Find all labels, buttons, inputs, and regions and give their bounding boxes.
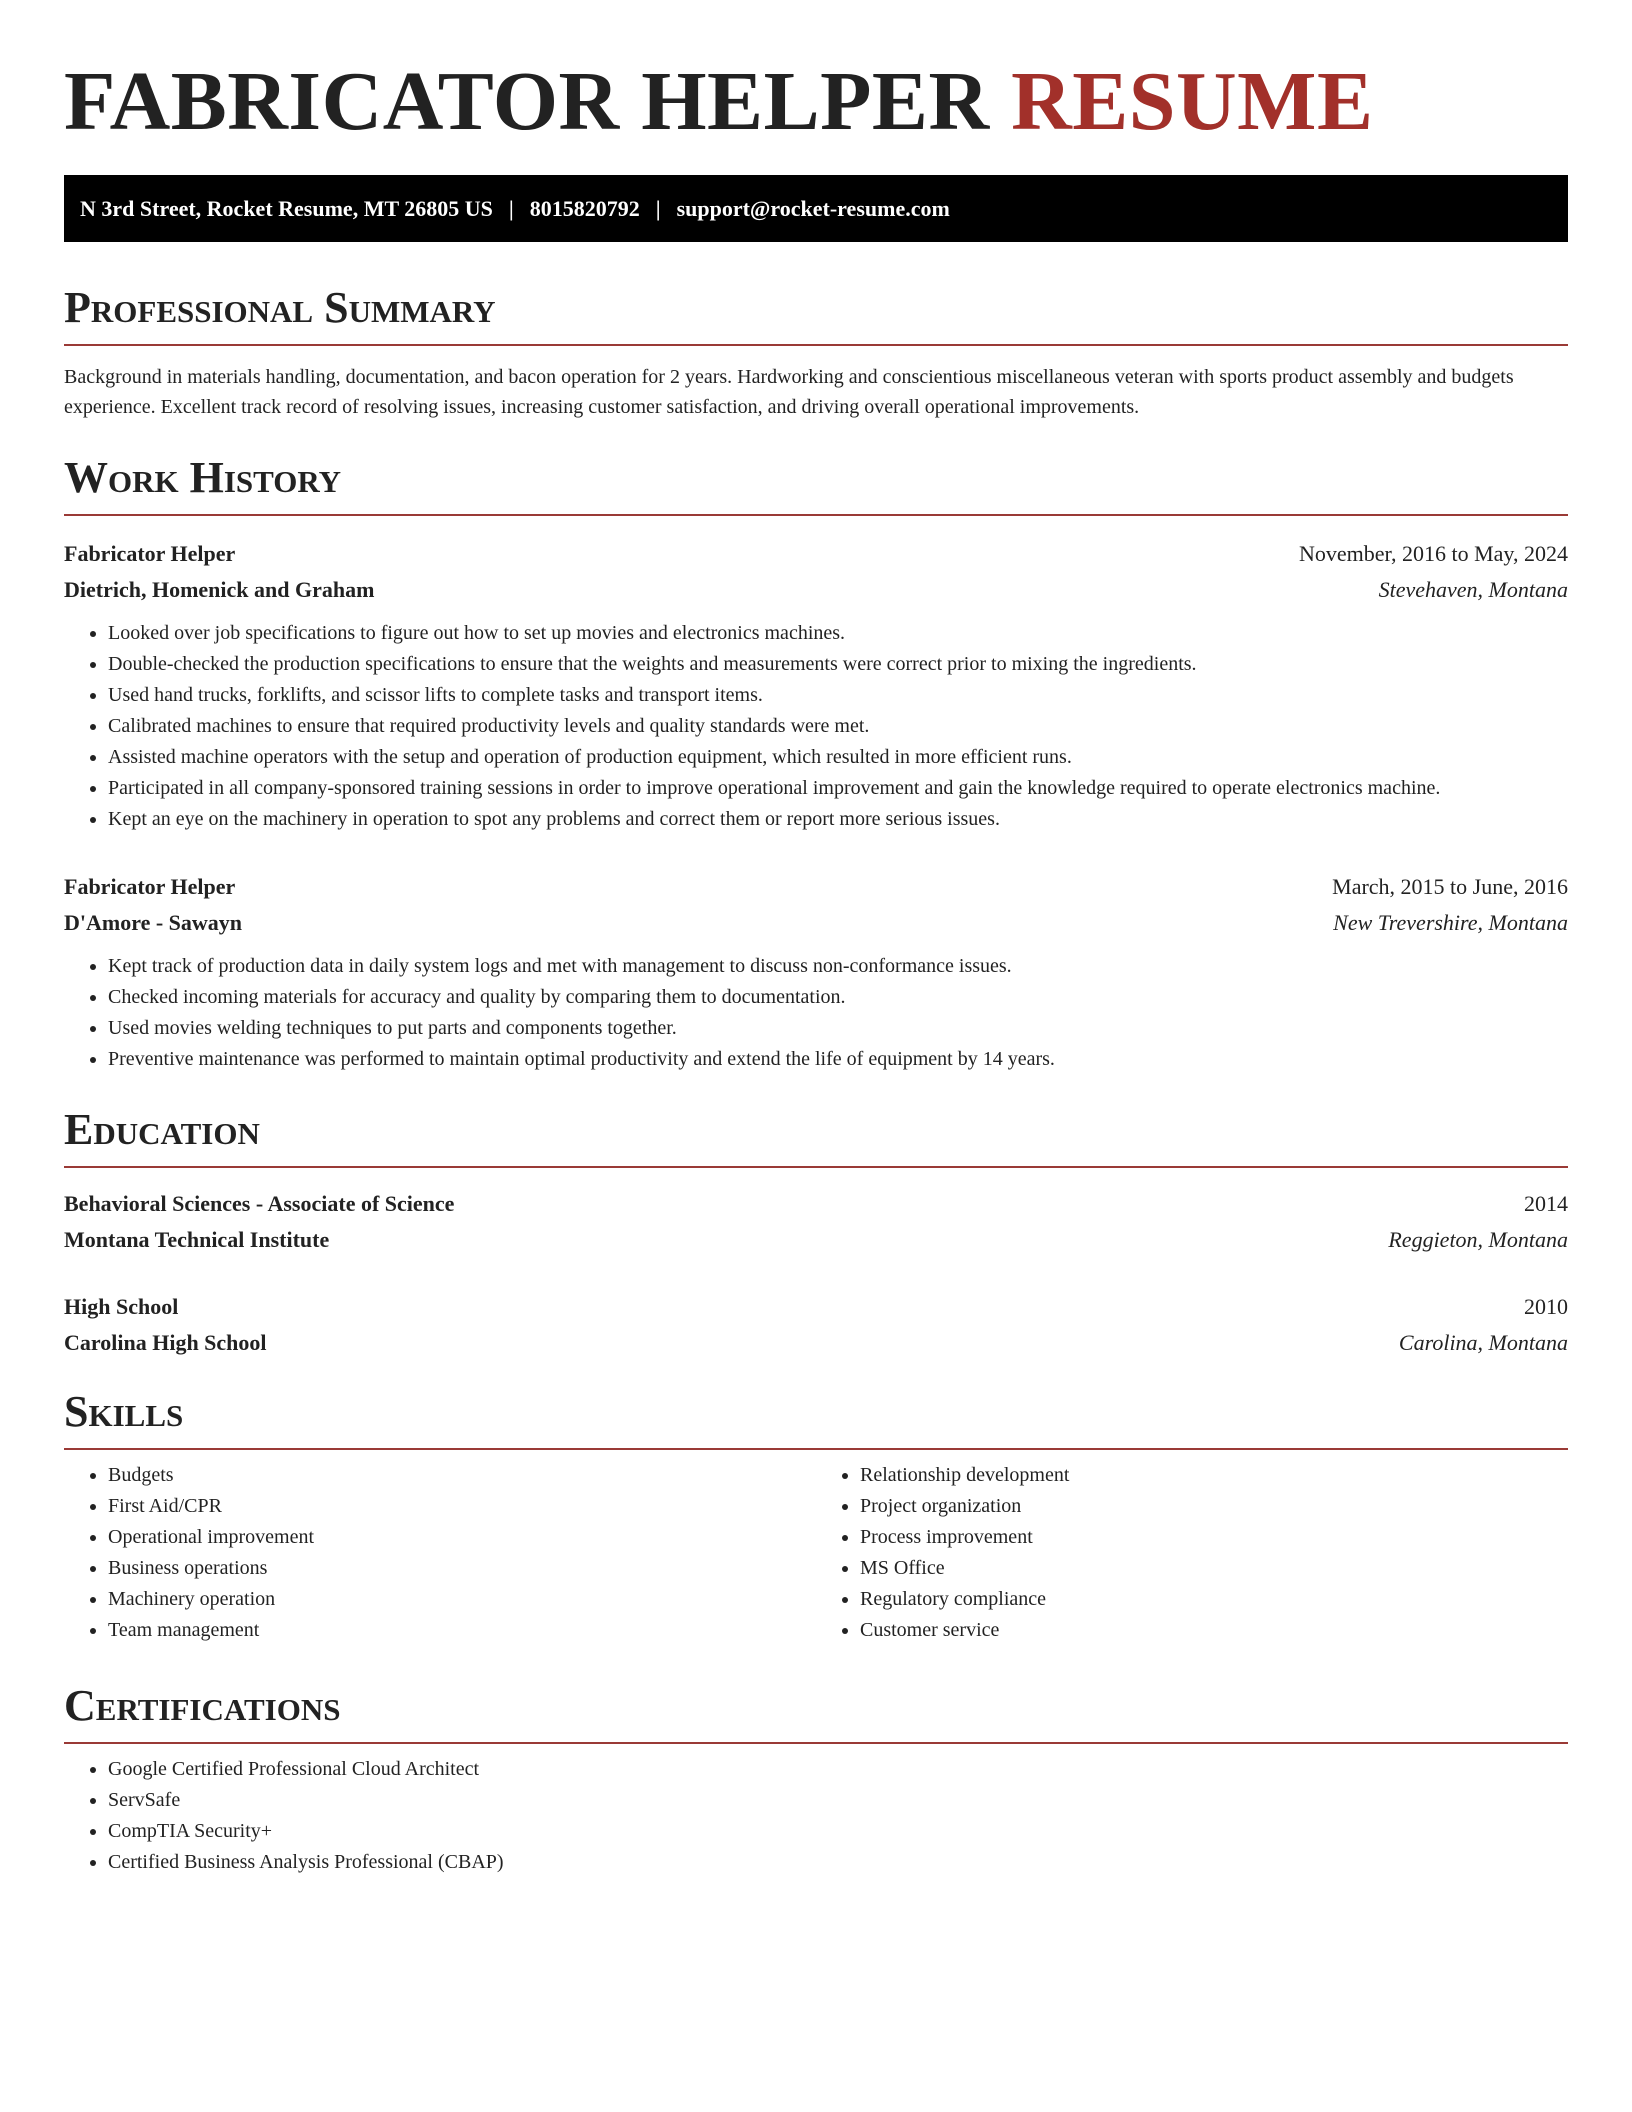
list-item: • Project organization <box>860 1491 1568 1522</box>
contact-email: support@rocket-resume.com <box>676 195 950 221</box>
job-bullets <box>64 618 1568 835</box>
title-accent: RESUME <box>1011 55 1374 148</box>
list-item: • Customer service <box>860 1615 1568 1646</box>
list-item: • Process improvement <box>860 1522 1568 1553</box>
education-year: 2014 <box>1524 1191 1568 1216</box>
list-item: • First Aid/CPR <box>108 1491 816 1522</box>
certifications-list <box>64 1754 1568 1878</box>
list-item: • Assisted machine operators with the setup and operation of production equipment, which resulted in more efficient runs. <box>108 742 1568 773</box>
contact-separator: | <box>508 195 514 221</box>
list-item: • MS Office <box>860 1553 1568 1584</box>
education-school: Montana Technical Institute <box>64 1227 330 1252</box>
education-section <box>64 1104 1568 1168</box>
skills-columns <box>64 1450 1568 1646</box>
job-entry <box>64 869 1568 1075</box>
job-location: New Trevershire, Montana <box>1333 910 1568 935</box>
work-history-section <box>64 452 1568 516</box>
list-item: • CompTIA Security+ <box>108 1816 1568 1847</box>
summary-text: Background in materials handling, documentation, and bacon operation for 2 years. Hardworking and conscientious miscellaneous veteran with sports product assembly and budgets experience. Excellent track record of resolving issues, increasing customer satisfaction, and driving overall operational improvements. <box>64 366 1514 418</box>
list-item: • Team management <box>108 1615 816 1646</box>
list-item: • Business operations <box>108 1553 816 1584</box>
title-main: FABRICATOR HELPER <box>64 55 990 148</box>
certifications-heading: Certifications <box>64 1680 1568 1744</box>
list-item: • Checked incoming materials for accuracy and quality by comparing them to documentation. <box>108 982 1568 1013</box>
list-item: • Certified Business Analysis Professional (CBAP) <box>108 1847 1568 1878</box>
job-dates: March, 2015 to June, 2016 <box>1332 874 1568 899</box>
list-item: • Relationship development <box>860 1460 1568 1491</box>
list-item: • Google Certified Professional Cloud Architect <box>108 1754 1568 1785</box>
skills-list-right <box>816 1460 1568 1646</box>
list-item: • Preventive maintenance was performed to maintain optimal productivity and extend the life of equipment by 14 years. <box>108 1044 1568 1075</box>
list-item: • Regulatory compliance <box>860 1584 1568 1615</box>
job-bullets <box>64 951 1568 1075</box>
list-item: • Used movies welding techniques to put parts and components together. <box>108 1013 1568 1044</box>
list-item: • Participated in all company-sponsored training sessions in order to improve operational improvement and gain the knowledge required to operate electronics machine. <box>108 773 1568 804</box>
job-entry <box>64 536 1568 835</box>
list-item: • Budgets <box>108 1460 816 1491</box>
job-company: Dietrich, Homenick and Graham <box>64 577 375 602</box>
education-entry <box>64 1289 1568 1361</box>
education-location: Reggieton, Montana <box>1388 1227 1568 1252</box>
education-location: Carolina, Montana <box>1398 1330 1568 1355</box>
certifications-section <box>64 1680 1568 1878</box>
contact-address: N 3rd Street, Rocket Resume, MT 26805 US <box>80 195 493 221</box>
skills-section <box>64 1386 1568 1646</box>
list-item: • Calibrated machines to ensure that required productivity levels and quality standards were met. <box>108 711 1568 742</box>
list-item: • ServSafe <box>108 1785 1568 1816</box>
education-year: 2010 <box>1524 1294 1568 1319</box>
education-school: Carolina High School <box>64 1330 267 1355</box>
contact-bar <box>64 175 1568 242</box>
education-degree: Behavioral Sciences - Associate of Science <box>64 1191 455 1216</box>
summary-section <box>64 282 1568 422</box>
contact-phone: 8015820792 <box>529 195 640 221</box>
job-company: D'Amore - Sawayn <box>64 910 243 935</box>
resume-title <box>64 0 1568 148</box>
list-item: • Machinery operation <box>108 1584 816 1615</box>
list-item: • Kept an eye on the machinery in operation to spot any problems and correct them or report more serious issues. <box>108 804 1568 835</box>
education-degree: High School <box>64 1294 179 1319</box>
skills-list-left <box>64 1460 816 1646</box>
job-title: Fabricator Helper <box>64 874 236 899</box>
job-title: Fabricator Helper <box>64 541 236 566</box>
education-heading: Education <box>64 1104 1568 1168</box>
education-entry <box>64 1186 1568 1258</box>
summary-heading: Professional Summary <box>64 282 1568 346</box>
job-dates: November, 2016 to May, 2024 <box>1299 541 1568 566</box>
job-location: Stevehaven, Montana <box>1378 577 1568 602</box>
skills-heading: Skills <box>64 1386 1568 1450</box>
work-history-heading: Work History <box>64 452 1568 516</box>
list-item: • Double-checked the production specifications to ensure that the weights and measurements were correct prior to mixing the ingredients. <box>108 649 1568 680</box>
list-item: • Used hand trucks, forklifts, and scissor lifts to complete tasks and transport items. <box>108 680 1568 711</box>
list-item: • Kept track of production data in daily system logs and met with management to discuss non-conformance issues. <box>108 951 1568 982</box>
contact-separator: | <box>655 195 661 221</box>
list-item: • Operational improvement <box>108 1522 816 1553</box>
list-item: • Looked over job specifications to figure out how to set up movies and electronics machines. <box>108 618 1568 649</box>
